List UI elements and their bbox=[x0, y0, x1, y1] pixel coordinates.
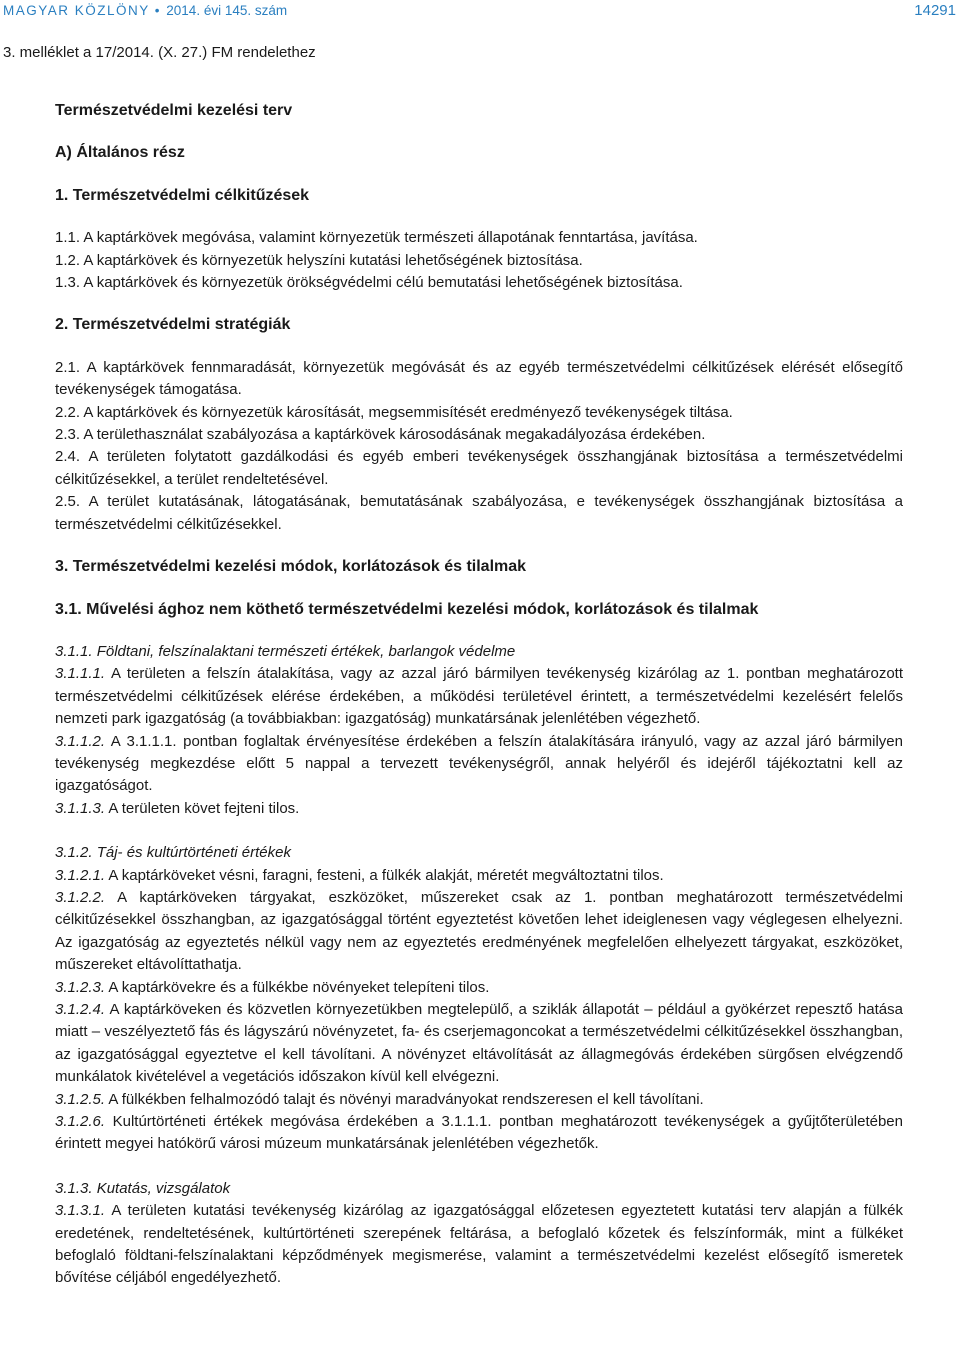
item-2-3: 2.3. A területhasználat szabályozása a kaptárkövek károsodásának megakadályozása érdekében. bbox=[55, 426, 706, 444]
item-number: 3.1.3.1. bbox=[55, 1202, 106, 1220]
item-2-4: 2.4. A területen folytatott gazdálkodási és egyéb emberi tevékenységek összhangjának biztosítása a természetvédelmi célkitűzésekkel, a terület rendeltetésével. bbox=[55, 448, 903, 488]
item-1-2: 1.2. A kaptárkövek és környezetük helyszíni kutatási lehetőségének biztosítása. bbox=[55, 251, 583, 269]
item-number: 3.1.2.6. bbox=[55, 1113, 106, 1131]
section-2-heading: 2. Természetvédelmi stratégiák bbox=[55, 316, 291, 334]
item-2-1: 2.1. A kaptárkövek fennmaradását, környezetük megóvását és az egyéb természetvédelmi célkitűzések elérését elősegítő tevékenységek támogatása. bbox=[55, 358, 903, 399]
item-3-1-2-5 bbox=[55, 1089, 903, 1111]
annex-reference: 3. melléklet a 17/2014. (X. 27.) FM rendelethez bbox=[3, 44, 316, 61]
item-number: 3.1.1.1. bbox=[55, 665, 106, 683]
section-3-heading: 3. Természetvédelmi kezelési módok, korlátozások és tilalmak bbox=[55, 558, 527, 576]
item-3-1-2-6 bbox=[55, 1111, 903, 1156]
item-3-1-1-2 bbox=[55, 731, 903, 798]
item-text: A kaptárköveken tárgyakat, eszközöket, műszereket csak az 1. pontban meghatározott természetvédelmi célkitűzésekkel összhangban, az igazgatósággal történt egyeztetést követően lehet ideiglenesen vagy véglegesen elhelyezni. Az igazgatóság az egyeztetés nélkül vagy nem az egyeztetés eredményének megfelelően elhelyezett tárgyakat, eszközöket, műszereket eltávolíttathatja. bbox=[55, 888, 903, 974]
item-3-1-3-1 bbox=[55, 1200, 903, 1290]
section-3-1-heading: 3.1. Művelési ághoz nem köthető természetvédelmi kezelési módok, korlátozások és tilalmak bbox=[55, 600, 759, 618]
item-number: 3.1.1.2. bbox=[55, 732, 106, 750]
bullet-separator: • bbox=[154, 3, 167, 18]
document-body bbox=[55, 100, 903, 1290]
item-number: 3.1.2.4. bbox=[55, 1001, 106, 1018]
page-header bbox=[0, 0, 960, 22]
item-3-1-1-1 bbox=[55, 663, 903, 730]
item-number: 3.1.2.3. bbox=[55, 978, 106, 996]
section-1-heading: 1. Természetvédelmi célkitűzések bbox=[55, 186, 310, 204]
item-text: Kultúrtörténeti értékek megóvása érdekében a 3.1.1.1. pontban meghatározott tevékenységek a gyűjtőterületében érintett megyei hatókörű városi múzeum munkatársának jelenlétében végezhetők. bbox=[55, 1113, 903, 1153]
item-3-1-2-3 bbox=[55, 977, 903, 999]
item-text: A fülkékben felhalmozódó talajt és növényi maradványokat rendszeresen el kell távolítani. bbox=[105, 1090, 704, 1108]
item-text: A területen kutatási tevékenység kizárólag az igazgatósággal előzetesen egyeztetett kutatási terv alapján a fülkék eredetének, rendeltetésének, kultúrtörténeti szerepének feltárása, a befoglaló kőzetek és felszínformák, mint a fülkéket befoglaló földtani-felszínalaktani képződmények megismerése, valamint a természetvédelmi kezelést elősegítő ismeretek bővítése céljából engedélyezhető. bbox=[55, 1202, 903, 1287]
issue-info: 2014. évi 145. szám bbox=[166, 3, 288, 18]
item-3-1-2-1 bbox=[55, 865, 903, 887]
item-1-1: 1.1. A kaptárkövek megóvása, valamint környezetük természeti állapotának fenntartása, javítása. bbox=[55, 229, 698, 247]
group-3-1-3-title: 3.1.3. Kutatás, vizsgálatok bbox=[55, 1179, 231, 1197]
item-text: A kaptárkövekre és a fülkékbe növényeket telepíteni tilos. bbox=[105, 978, 490, 996]
item-number: 3.1.1.3. bbox=[55, 799, 106, 817]
page-number: 14291 bbox=[914, 2, 956, 19]
item-3-1-2-2 bbox=[55, 887, 903, 977]
item-text: A kaptárköveket vésni, faragni, festeni, a fülkék alakját, méretét megváltoztatni tilos. bbox=[105, 866, 664, 884]
item-text: A területen a felszín átalakítása, vagy az azzal járó bármilyen tevékenység kizárólag az 1. pontban meghatározott természetvédelmi célkitűzések elérése érdekében, a működési területével érintett, a természetvédelmi kezelésért felelős nemzeti park igazgatóság (a továbbiakban: igazgatóság) munkatársának jelenlétében végezhető. bbox=[55, 665, 903, 728]
item-number: 3.1.2.5. bbox=[55, 1090, 106, 1108]
part-heading: A) Általános rész bbox=[55, 144, 185, 162]
item-number: 3.1.2.2. bbox=[55, 888, 106, 906]
item-number: 3.1.2.1. bbox=[55, 866, 106, 884]
item-3-1-1-3 bbox=[55, 798, 903, 820]
journal-title: MAGYAR KÖZLÖNY bbox=[3, 3, 150, 18]
item-2-2: 2.2. A kaptárkövek és környezetük károsítását, megsemmisítését eredményező tevékenységek tiltása. bbox=[55, 403, 733, 421]
item-text: A területen követ fejteni tilos. bbox=[105, 799, 300, 817]
item-1-3: 1.3. A kaptárkövek és környezetük örökségvédelmi célú bemutatási lehetőségének biztosítása. bbox=[55, 274, 683, 292]
group-3-1-2-title: 3.1.2. Táj- és kultúrtörténeti értékek bbox=[55, 844, 291, 862]
journal-name bbox=[3, 3, 287, 18]
group-3-1-1-title: 3.1.1. Földtani, felszínalaktani természeti értékek, barlangok védelme bbox=[55, 642, 516, 660]
item-text: A kaptárköveken és közvetlen környezetükben megtelepülő, a sziklák állapotát – például a gyökérzet repesztő hatása miatt – veszélyeztető fás és lágyszárú növényzetet, fa- és cserjemagoncokat a természetvédelmi célkitűzésekkel összhangban, az igazgatósággal egyeztetve el kell távolítani. A növényzet eltávolítását az állagmegóvás érdekében sürgősen elvégzendő munkálatok kivételével a vegetációs időszakon kívül kell elvégezni. bbox=[55, 1001, 903, 1086]
item-text: A 3.1.1.1. pontban foglaltak érvényesítése érdekében a felszín átalakítására irányuló, vagy az azzal járó bármilyen tevékenység megkezdése előtt 5 nappal a tervezett tevékenységről, annak helyéről és idejéről tájékoztatni kell az igazgatóságot. bbox=[55, 732, 903, 795]
item-3-1-2-4 bbox=[55, 999, 903, 1089]
item-2-5: 2.5. A terület kutatásának, látogatásának, bemutatásának szabályozása, e tevékenységek összhangjának biztosítása a természetvédelmi célkitűzésekkel. bbox=[55, 493, 903, 533]
document-title: Természetvédelmi kezelési terv bbox=[55, 102, 293, 119]
